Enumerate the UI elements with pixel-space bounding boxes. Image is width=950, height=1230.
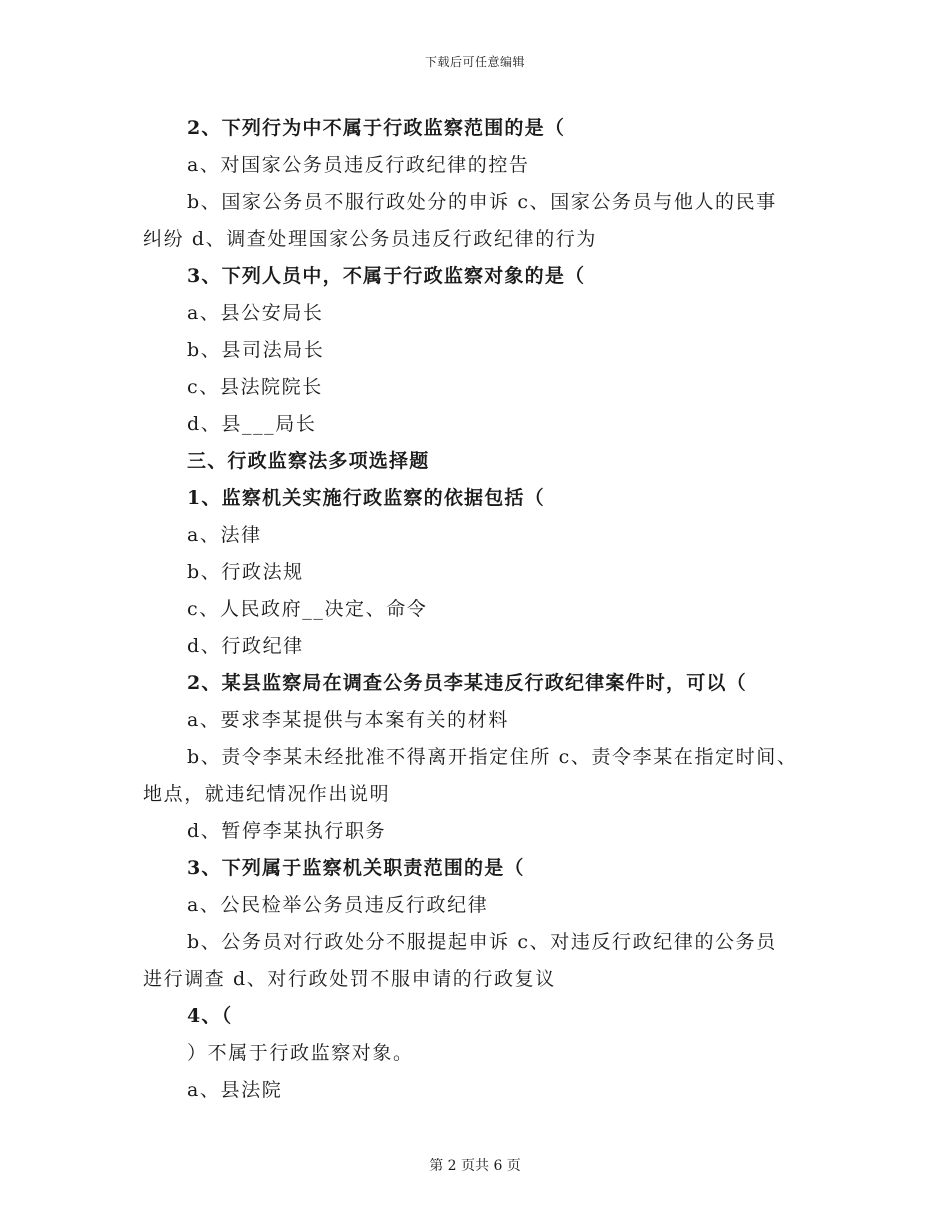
text-line: 纠纷 d、调查处理国家公务员违反行政纪律的行为 — [143, 228, 598, 250]
text-line: d、暂停李某执行职务 — [187, 820, 387, 842]
text-line: a、法律 — [187, 524, 262, 546]
text-line: a、对国家公务员违反行政纪律的控告 — [187, 154, 530, 176]
question-heading: 2、下列行为中不属于行政监察范围的是（ — [187, 117, 566, 139]
text-line: b、公务员对行政处分不服提起申诉 c、对违反行政纪律的公务员 — [187, 931, 777, 953]
text-line: c、人民政府__决定、命令 — [187, 598, 428, 620]
text-line: b、责令李某未经批准不得离开指定住所 c、责令李某在指定时间、 — [187, 746, 798, 768]
text-line: d、行政纪律 — [187, 635, 304, 657]
question-heading: 1、监察机关实施行政监察的依据包括（ — [187, 487, 545, 509]
text-line: b、县司法局长 — [187, 339, 325, 361]
text-line: b、行政法规 — [187, 561, 304, 583]
text-line: ）不属于行政监察对象。 — [187, 1042, 414, 1064]
text-line: d、县___局长 — [187, 413, 317, 435]
question-heading: 三、行政监察法多项选择题 — [187, 450, 430, 472]
text-line: a、县公安局长 — [187, 302, 324, 324]
page-header: 下载后可任意编辑 — [424, 55, 525, 69]
text-line: a、公民检举公务员违反行政纪律 — [187, 894, 489, 916]
text-line: 地点，就违纪情况作出说明 — [143, 783, 391, 805]
document-body — [143, 110, 823, 1109]
text-line: b、国家公务员不服行政处分的申诉 c、国家公务员与他人的民事 — [187, 191, 777, 213]
text-line: a、要求李某提供与本案有关的材料 — [187, 709, 509, 731]
text-line: c、县法院院长 — [187, 376, 323, 398]
page-footer: 第 2 页共 6 页 — [429, 1158, 521, 1174]
question-heading: 4、（ — [187, 1005, 233, 1027]
question-heading: 2、某县监察局在调查公务员李某违反行政纪律案件时，可以（ — [187, 672, 747, 694]
text-line: a、县法院 — [187, 1079, 283, 1101]
question-heading: 3、下列属于监察机关职责范围的是（ — [187, 857, 525, 879]
question-heading: 3、下列人员中，不属于行政监察对象的是（ — [187, 265, 586, 287]
text-line: 进行调查 d、对行政处罚不服申请的行政复议 — [143, 968, 556, 990]
